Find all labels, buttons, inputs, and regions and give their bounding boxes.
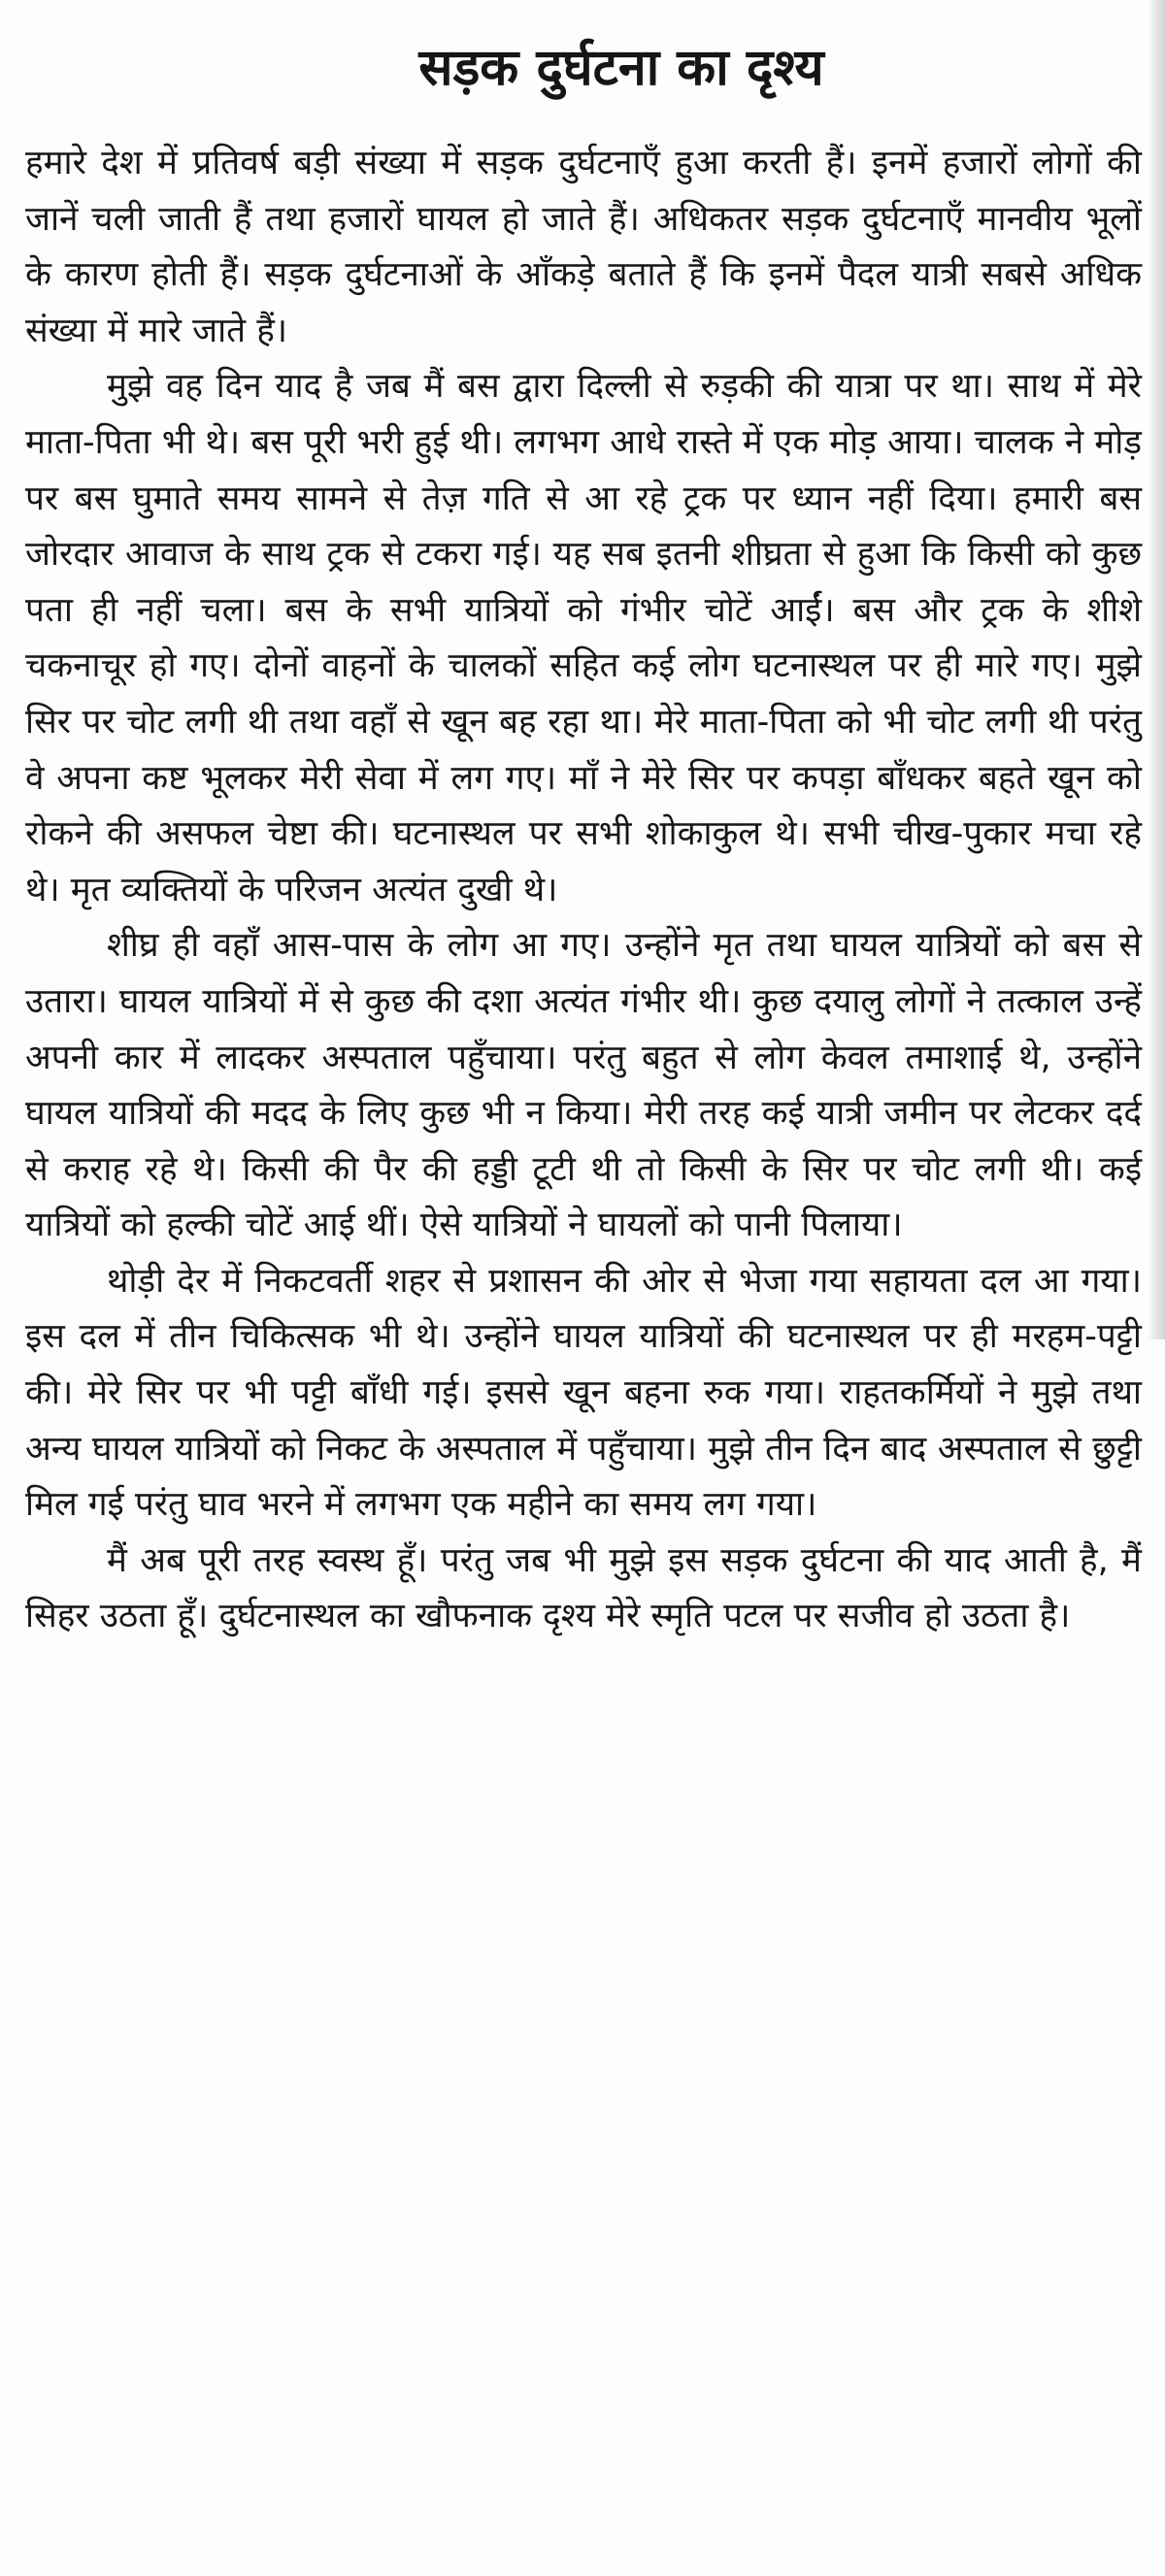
paragraph-conclusion: मैं अब पूरी तरह स्वस्थ हूँ। परंतु जब भी मुझे इस सड़क दुर्घटना की याद आती है, मैं सिहर उठता हूँ। दुर्घटनास्थल का खौफनाक दृश्य मेरे स्मृति पटल पर सजीव हो उठता है। (25, 1540, 1142, 1636)
paragraph-help-arrives: शीघ्र ही वहाँ आस-पास के लोग आ गए। उन्होंने मृत तथा घायल यात्रियों को बस से उतारा। घायल यात्रियों में से कुछ की दशा अत्यंत गंभीर थी। कुछ दयालु लोगों ने तत्काल उन्हें अपनी कार में लादकर अस्पताल पहुँचाया। परंतु बहुत से लोग केवल तमाशाई थे, उन्होंने घायल यात्रियों की मदद के लिए कुछ भी न किया। मेरी तरह कई यात्री जमीन पर लेटकर दर्द से कराह रहे थे। किसी की पैर की हड्डी टूटी थी तो किसी के सिर पर चोट लगी थी। कई यात्रियों को हल्की चोटें आई थीं। ऐसे यात्रियों ने घायलों को पानी पिलाया। (25, 926, 1142, 1245)
scan-shadow-edge (1148, 0, 1165, 1339)
paragraph-introduction: हमारे देश में प्रतिवर्ष बड़ी संख्या में सड़क दुर्घटनाएँ हुआ करती हैं। इनमें हजारों लोगों की जानें चली जाती हैं तथा हजारों घायल हो जाते हैं। अधिकतर सड़क दुर्घटनाएँ मानवीय भूलों के कारण होती हैं। सड़क दुर्घटनाओं के आँकड़े बताते हैं कि इनमें पैदल यात्री सबसे अधिक संख्या में मारे जाते हैं। (25, 144, 1142, 350)
paragraph-accident: मुझे वह दिन याद है जब मैं बस द्वारा दिल्ली से रुड़की की यात्रा पर था। साथ में मेरे माता-पिता भी थे। बस पूरी भरी हुई थी। लगभग आधे रास्ते में एक मोड़ आया। चालक ने मोड़ पर बस घुमाते समय सामने से तेज़ गति से आ रहे ट्रक पर ध्यान नहीं दिया। हमारी बस जोरदार आवाज के साथ ट्रक से टकरा गई। यह सब इतनी शीघ्रता से हुआ कि किसी को कुछ पता ही नहीं चला। बस के सभी यात्रियों को गंभीर चोटें आईं। बस और ट्रक के शीशे चकनाचूर हो गए। दोनों वाहनों के चालकों सहित कई लोग घटनास्थल पर ही मारे गए। मुझे सिर पर चोट लगी थी तथा वहाँ से खून बह रहा था। मेरे माता-पिता को भी चोट लगी थी परंतु वे अपना कष्ट भूलकर मेरी सेवा में लग गए। माँ ने मेरे सिर पर कपड़ा बाँधकर बहते खून को रोकने की असफल चेष्टा की। घटनास्थल पर सभी शोकाकुल थे। सभी चीख-पुकार मचा रहे थे। मृत व्यक्तियों के परिजन अत्यंत दुखी थे। (25, 367, 1142, 909)
paragraph-relief-team: थोड़ी देर में निकटवर्ती शहर से प्रशासन की ओर से भेजा गया सहायता दल आ गया। इस दल में तीन चिकित्सक भी थे। उन्होंने घायल यात्रियों की घटनास्थल पर ही मरहम-पट्टी की। मेरे सिर पर भी पट्टी बाँधी गई। इससे खून बहना रुक गया। राहतकर्मियों ने मुझे तथा अन्य घायल यात्रियों को निकट के अस्पताल में पहुँचाया। मुझे तीन दिन बाद अस्पताल से छुट्टी मिल गई परंतु घाव भरने में लगभग एक महीने का समय लग गया। (25, 1261, 1142, 1525)
essay-body (25, 136, 1142, 1645)
essay-title: सड़क दुर्घटना का दृश्य (418, 39, 824, 97)
